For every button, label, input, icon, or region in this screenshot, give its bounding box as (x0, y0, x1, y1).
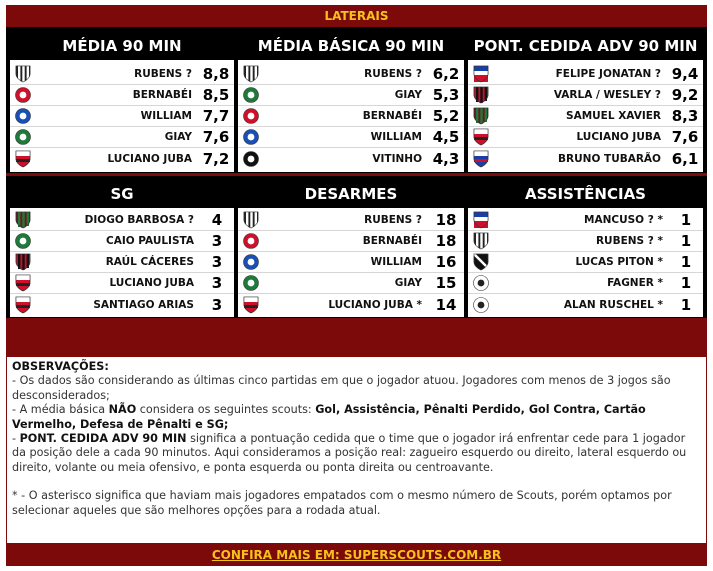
player-name: DIOGO BARBOSA ? (84, 214, 194, 226)
stat-value: 1 (680, 253, 692, 271)
player-name: SAMUEL XAVIER (566, 110, 661, 122)
player-name: RUBENS ? (134, 68, 192, 80)
internacional-crest-icon (238, 106, 264, 127)
corinthians-crest-icon (468, 273, 494, 294)
fluminense-crest-icon (468, 106, 494, 127)
stat-value: 5,2 (432, 107, 460, 125)
table-row (468, 210, 703, 231)
flamengo-crest-icon (468, 85, 494, 106)
rows (10, 64, 234, 169)
player-name: MANCUSO ? * (584, 214, 663, 226)
table-row (10, 106, 234, 127)
stat-value: 5,3 (432, 86, 460, 104)
stat-value: 7,6 (671, 128, 699, 146)
player-name: FELIPE JONATAN ? (555, 68, 661, 80)
player-name: VARLA / WESLEY ? (553, 89, 661, 101)
player-name: VITINHO (372, 152, 422, 165)
palmeiras-crest-icon (10, 127, 36, 148)
palmeiras-crest-icon (238, 273, 264, 294)
sao-paulo-crest-icon (468, 127, 494, 148)
player-name: SANTIAGO ARIAS (93, 298, 194, 311)
stat-value: 18 (435, 232, 457, 250)
panel-title: MÉDIA 90 MIN (10, 32, 234, 60)
table-row (468, 273, 703, 294)
player-name: BERNABÉI (362, 110, 422, 122)
sao-paulo-crest-icon (10, 273, 36, 294)
table-row (468, 231, 703, 252)
stat-value: 4,5 (432, 128, 460, 146)
player-name: ALAN RUSCHEL * (563, 298, 663, 311)
palmeiras-crest-icon (238, 85, 264, 106)
player-name: LUCAS PITON * (575, 256, 663, 268)
table-row (468, 106, 703, 127)
rows (238, 64, 464, 169)
stat-value: 8,3 (671, 107, 699, 125)
stat-value: 1 (680, 211, 692, 229)
sao-paulo-crest-icon (10, 294, 36, 315)
stat-value: 9,4 (671, 65, 699, 83)
fortaleza-crest-icon (468, 64, 494, 85)
player-name: CAIO PAULISTA (105, 235, 194, 247)
observations-box (6, 356, 707, 544)
rows (10, 210, 234, 315)
stat-value: 7,2 (202, 149, 230, 168)
table-row (468, 127, 703, 148)
stat-value: 4,3 (432, 149, 460, 168)
rows (468, 210, 703, 315)
atletico-mg-crest-icon (468, 231, 494, 252)
player-name: RUBENS ? (364, 68, 422, 80)
player-name: LUCIANO JUBA (107, 152, 192, 165)
atletico-mg-crest-icon (10, 64, 36, 85)
table-row (238, 294, 464, 315)
cruzeiro-crest-icon (238, 127, 264, 148)
table-row (238, 106, 464, 127)
sao-paulo-crest-icon (238, 294, 264, 315)
bahia-crest-icon (468, 148, 494, 169)
table-row (10, 64, 234, 85)
table-row (10, 148, 234, 169)
vitoria-crest-icon (10, 252, 36, 273)
player-name: LUCIANO JUBA * (328, 298, 422, 311)
fortaleza-crest-icon (468, 210, 494, 231)
player-name: BERNABÉI (132, 89, 192, 101)
stat-value: 3 (211, 253, 223, 271)
player-name: WILLIAM (370, 256, 422, 268)
table-row (238, 252, 464, 273)
table-row (238, 127, 464, 148)
atletico-mg-crest-icon (238, 210, 264, 231)
palmeiras-crest-icon (10, 231, 36, 252)
table-row (10, 127, 234, 148)
panel-title: DESARMES (238, 180, 464, 208)
table-row (468, 85, 703, 106)
table-row (468, 252, 703, 273)
stat-value: 1 (680, 295, 692, 314)
player-name: WILLIAM (140, 110, 192, 122)
rows (468, 64, 703, 169)
cruzeiro-crest-icon (238, 252, 264, 273)
cruzeiro-crest-icon (10, 106, 36, 127)
stat-value: 3 (211, 295, 223, 314)
player-name: BERNABÉI (362, 235, 422, 247)
fluminense-crest-icon (10, 210, 36, 231)
table-row (238, 64, 464, 85)
section-title: LATERAIS (6, 5, 707, 27)
stat-value: 1 (680, 232, 692, 250)
panel-assistencias (468, 180, 703, 317)
note-media-basica: - A média básica NÃO considera os seguintes scouts: Gol, Assistência, Pênalti Perdido, Gol Contra, Cartão Vermelho, Defesa de Pênalti e SG; (12, 403, 646, 431)
player-name: FAGNER * (607, 277, 663, 289)
cta-link[interactable]: CONFIRA MAIS EM: SUPERSCOUTS.COM.BR (6, 544, 707, 566)
stat-value: 7,6 (202, 128, 230, 146)
player-name: RUBENS ? (364, 214, 422, 226)
note-asterisk: * - O asterisco significa que haviam mais jogadores empatados com o mesmo número de Scouts, porém optamos por selecionar aqueles que são melhores opções para a rodada atual. (12, 489, 672, 517)
table-row (468, 148, 703, 169)
stat-value: 16 (435, 253, 457, 271)
table-row (238, 231, 464, 252)
panel-title: ASSISTÊNCIAS (468, 180, 703, 208)
table-row (10, 294, 234, 315)
panel-title: PONT. CEDIDA ADV 90 MIN (468, 32, 703, 60)
panel-media-basica (238, 32, 464, 172)
player-name: GIAY (394, 89, 422, 101)
stat-value: 8,5 (202, 86, 230, 104)
player-name: LUCIANO JUBA (576, 131, 661, 143)
stat-value: 3 (211, 274, 223, 292)
vasco-crest-icon (468, 252, 494, 273)
panel-title: MÉDIA BÁSICA 90 MIN (238, 32, 464, 60)
botafogo-crest-icon (238, 148, 264, 169)
stat-value: 1 (680, 274, 692, 292)
corinthians-crest-icon (468, 294, 494, 315)
panel-desarmes (238, 180, 464, 317)
observations-title: OBSERVAÇÕES: (12, 360, 109, 373)
rows (238, 210, 464, 315)
stat-value: 18 (435, 211, 457, 229)
player-name: BRUNO TUBARÃO (558, 152, 661, 165)
panel-sg (10, 180, 234, 317)
stat-value: 6,2 (432, 65, 460, 83)
stat-value: 14 (435, 295, 457, 314)
stat-value: 9,2 (671, 86, 699, 104)
table-row (10, 210, 234, 231)
stat-value: 15 (435, 274, 457, 292)
player-name: GIAY (394, 277, 422, 289)
table-row (10, 252, 234, 273)
stat-value: 4 (211, 211, 223, 229)
sao-paulo-crest-icon (10, 148, 36, 169)
table-row (238, 85, 464, 106)
table-row (10, 231, 234, 252)
table-row (238, 210, 464, 231)
infographic-frame (6, 5, 707, 566)
stat-value: 7,7 (202, 107, 230, 125)
note-pont-cedida: - PONT. CEDIDA ADV 90 MIN significa a pontuação cedida que o time que o jogador irá enfrentar cede para 1 jogador da posição dele a cada 90 minutos. Aqui consideramos a posição real: zagueiro esquerdo ou direito, lateral esquerdo ou direito, volante ou meia ofensivo, e ponta esquerda ou ponta direita ou centroavante. (12, 432, 687, 474)
atletico-mg-crest-icon (238, 64, 264, 85)
table-row (468, 294, 703, 315)
stat-value: 6,1 (671, 149, 699, 168)
stat-value: 8,8 (202, 65, 230, 83)
player-name: GIAY (164, 131, 192, 143)
player-name: LUCIANO JUBA (109, 277, 194, 289)
internacional-crest-icon (10, 85, 36, 106)
table-row (238, 273, 464, 294)
table-row (238, 148, 464, 169)
player-name: RAÚL CÁCERES (105, 256, 194, 268)
panel-pont-cedida (468, 32, 703, 172)
panel-media-90 (10, 32, 234, 172)
panel-title: SG (10, 180, 234, 208)
note-period: - Os dados são considerando as últimas cinco partidas em que o jogador atuou. Jogadores com menos de 3 jogos são desconsiderados; (12, 374, 671, 402)
table-row (468, 64, 703, 85)
internacional-crest-icon (238, 231, 264, 252)
stat-value: 3 (211, 232, 223, 250)
table-row (10, 85, 234, 106)
table-row (10, 273, 234, 294)
player-name: RUBENS ? * (595, 235, 663, 247)
player-name: WILLIAM (370, 131, 422, 143)
